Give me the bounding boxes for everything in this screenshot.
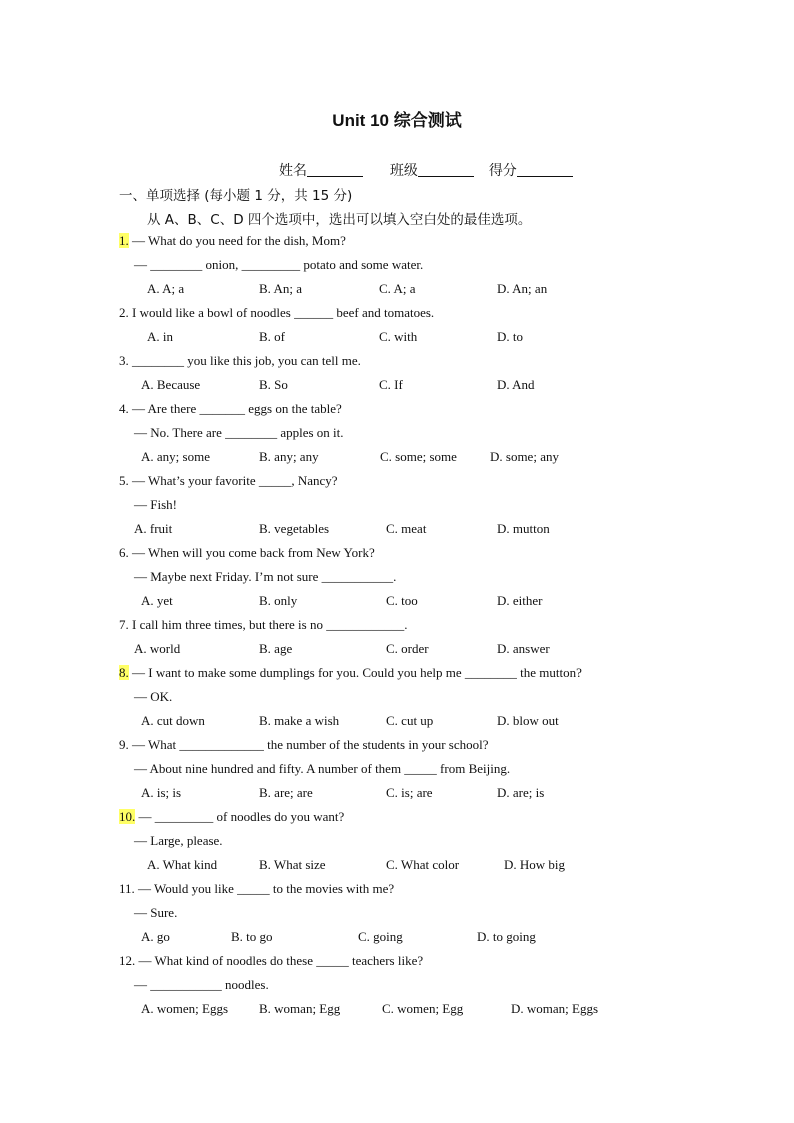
answer-option: D. How big	[504, 857, 566, 872]
question-text: ________ you like this job, you can tell me.	[128, 353, 361, 368]
question-number: 11.	[119, 881, 135, 896]
answer-option: D. answer	[497, 641, 550, 656]
answer-option: C. too	[386, 593, 418, 608]
question-stem	[119, 401, 342, 417]
question-number: 3.	[119, 353, 129, 368]
question-text: — What’s your favorite _____, Nancy?	[128, 473, 338, 488]
question-text: — What _____________ the number of the students in your school?	[128, 737, 489, 752]
question-stem	[119, 617, 407, 633]
answer-option: D. blow out	[497, 713, 559, 728]
question-text: — Are there _______ eggs on the table?	[128, 401, 342, 416]
question-text: — I want to make some dumplings for you. Could you help me ________ the mutton?	[128, 665, 582, 680]
answer-option: A. any; some	[141, 449, 210, 464]
answer-option: A. in	[147, 329, 173, 344]
class-blank	[418, 162, 474, 177]
answer-option: B. to go	[231, 929, 273, 944]
question-number: 8.	[119, 665, 129, 680]
answer-option: C. What color	[386, 857, 460, 872]
page-title: Unit 10 综合测试	[332, 111, 462, 130]
question-text: — What kind of noodles do these _____ teachers like?	[135, 953, 424, 968]
question-text: — Would you like _____ to the movies with me?	[134, 881, 395, 896]
answer-option: C. meat	[386, 521, 427, 536]
question-stem	[119, 473, 338, 489]
answer-option: C. going	[358, 929, 403, 944]
answer-option: D. either	[497, 593, 543, 608]
question-number: 6.	[119, 545, 129, 560]
question-line: — Sure.	[134, 905, 178, 920]
question-number: 2.	[119, 305, 129, 320]
answer-option: C. A; a	[379, 281, 416, 296]
question-text: I would like a bowl of noodles ______ beef and tomatoes.	[128, 305, 435, 320]
score-blank	[517, 162, 573, 177]
question-stem	[119, 881, 394, 897]
question-number: 12.	[119, 953, 136, 968]
question-line: — Fish!	[134, 497, 177, 512]
question-number: 9.	[119, 737, 129, 752]
answer-option: A. cut down	[141, 713, 205, 728]
answer-option: B. any; any	[259, 449, 319, 464]
question-stem	[119, 233, 346, 249]
answer-option: C. some; some	[380, 449, 457, 464]
answer-option: B. So	[259, 377, 288, 392]
answer-option: B. of	[259, 329, 285, 344]
answer-option: C. If	[379, 377, 403, 392]
question-stem	[119, 809, 344, 825]
question-stem	[119, 545, 375, 561]
answer-option: A. fruit	[134, 521, 173, 536]
question-text: — _________ of noodles do you want?	[135, 809, 345, 824]
answer-option: A. What kind	[147, 857, 218, 872]
question-number: 5.	[119, 473, 129, 488]
answer-option: A. world	[134, 641, 181, 656]
answer-option: A. women; Eggs	[141, 1001, 229, 1016]
question-number: 4.	[119, 401, 129, 416]
answer-option: C. order	[386, 641, 429, 656]
answer-option: B. age	[259, 641, 293, 656]
section-instruction: 从 A、B、C、D 四个选项中，选出可以填入空白处的最佳选项。	[147, 212, 532, 228]
question-text: — What do you need for the dish, Mom?	[128, 233, 346, 248]
answer-option: D. some; any	[490, 449, 559, 464]
question-line: — No. There are ________ apples on it.	[134, 425, 344, 440]
question-stem	[119, 353, 361, 369]
question-number: 1.	[119, 233, 129, 248]
answer-option: A. is; is	[141, 785, 182, 800]
question-stem	[119, 953, 423, 969]
answer-option: B. An; a	[259, 281, 302, 296]
question-stem	[119, 305, 434, 321]
answer-option: A. A; a	[147, 281, 185, 296]
question-line: — Maybe next Friday. I’m not sure ___________.	[134, 569, 397, 584]
answer-option: D. woman; Eggs	[511, 1001, 599, 1016]
answer-option: C. with	[379, 329, 418, 344]
answer-option: A. yet	[141, 593, 173, 608]
answer-option: B. vegetables	[259, 521, 330, 536]
answer-option: D. to going	[477, 929, 536, 944]
question-line: — ___________ noodles.	[134, 977, 269, 992]
answer-option: B. woman; Egg	[259, 1001, 341, 1016]
answer-option: A. Because	[141, 377, 201, 392]
answer-option: C. women; Egg	[382, 1001, 464, 1016]
question-line: — Large, please.	[134, 833, 223, 848]
answer-option: D. An; an	[497, 281, 548, 296]
question-text: — When will you come back from New York?	[128, 545, 375, 560]
answer-option: D. mutton	[497, 521, 550, 536]
question-stem	[119, 737, 488, 753]
answer-option: D. to	[497, 329, 523, 344]
answer-option: B. make a wish	[259, 713, 340, 728]
answer-option: C. is; are	[386, 785, 433, 800]
question-number: 7.	[119, 617, 129, 632]
answer-option: B. What size	[259, 857, 326, 872]
answer-option: B. are; are	[259, 785, 313, 800]
question-line: — About nine hundred and fifty. A number of them _____ from Beijing.	[134, 761, 511, 776]
question-line: — ________ onion, _________ potato and some water.	[134, 257, 424, 272]
answer-option: B. only	[259, 593, 298, 608]
answer-option: A. go	[141, 929, 170, 944]
student-info-row	[279, 160, 573, 180]
class-label: 班级	[389, 163, 418, 179]
name-label: 姓名	[279, 163, 307, 179]
section-heading: 一、单项选择 (每小题 1 分，共 15 分)	[119, 188, 353, 204]
question-line: — OK.	[134, 689, 173, 704]
question-number: 10.	[119, 809, 136, 824]
score-label: 得分	[488, 163, 517, 179]
answer-option: C. cut up	[386, 713, 434, 728]
name-blank	[307, 162, 363, 177]
answer-option: D. are; is	[497, 785, 545, 800]
question-text: I call him three times, but there is no ____________.	[128, 617, 408, 632]
answer-option: D. And	[497, 377, 535, 392]
question-stem	[119, 665, 582, 681]
